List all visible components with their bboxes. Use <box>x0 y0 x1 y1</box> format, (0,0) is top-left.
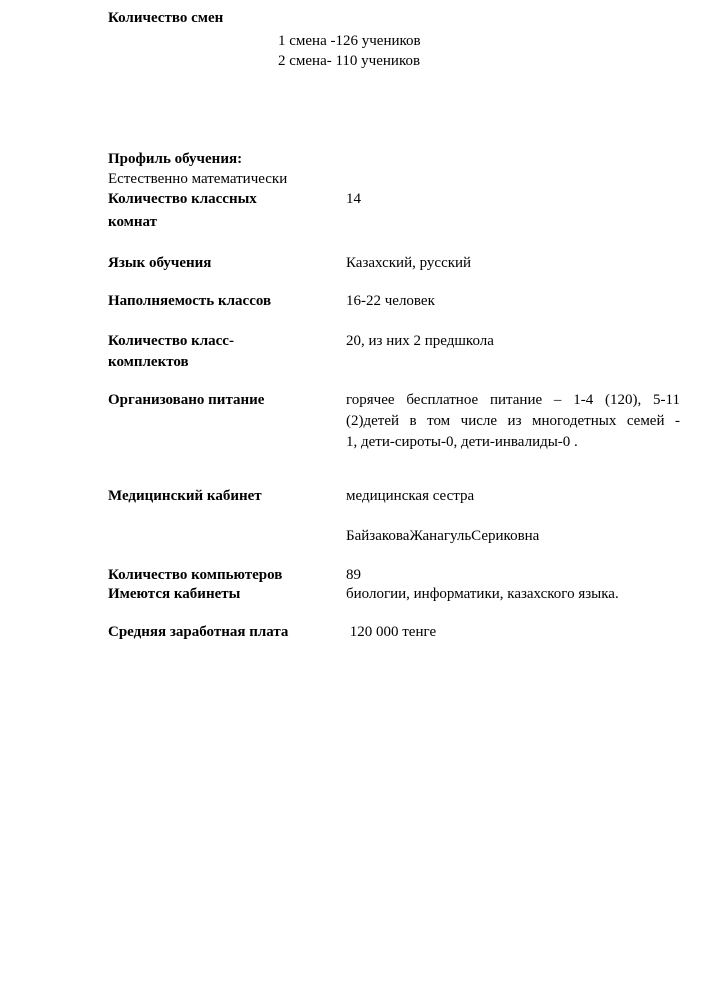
class-sets-label-line2: комплектов <box>108 354 189 370</box>
classrooms-value: 14 <box>346 191 361 207</box>
medical-value-line1: медицинская сестра <box>346 488 475 504</box>
medical-label: Медицинский кабинет <box>108 488 262 504</box>
classrooms-label-line2: комнат <box>108 214 157 230</box>
classrooms-label-line1: Количество классных <box>108 191 257 207</box>
language-label: Язык обучения <box>108 255 212 271</box>
rooms-label: Имеются кабинеты <box>108 586 241 602</box>
meals-value-line1: горячее бесплатное питание – 1-4 (120), 5-11 <box>346 392 680 408</box>
meals-value-line2: (2)детей в том числе из многодетных семей - <box>346 413 680 429</box>
shift-2-value: 2 смена- 110 учеников <box>278 53 421 69</box>
shifts-label: Количество смен <box>108 10 224 26</box>
class-sets-label-line1: Количество класс- <box>108 333 234 349</box>
computers-value: 89 <box>346 567 361 583</box>
class-size-value: 16-22 человек <box>346 293 435 309</box>
meals-value-line3: 1, дети-сироты-0, дети-инвалиды-0 . <box>346 434 578 450</box>
shift-1-value: 1 смена -126 учеников <box>278 33 421 49</box>
profile-value: Естественно математически <box>108 171 288 187</box>
medical-value-line2: БайзаковаЖанагульСериковна <box>346 528 540 544</box>
profile-label: Профиль обучения: <box>108 151 243 167</box>
language-value: Казахский, русский <box>346 255 472 271</box>
class-size-label: Наполняемость классов <box>108 293 272 309</box>
meals-label: Организовано питание <box>108 392 265 408</box>
class-sets-value: 20, из них 2 предшкола <box>346 333 494 349</box>
computers-label: Количество компьютеров <box>108 567 283 583</box>
rooms-value: биологии, информатики, казахского языка. <box>346 586 619 602</box>
salary-label: Средняя заработная плата <box>108 624 289 640</box>
salary-value: 120 000 тенге <box>346 624 437 640</box>
